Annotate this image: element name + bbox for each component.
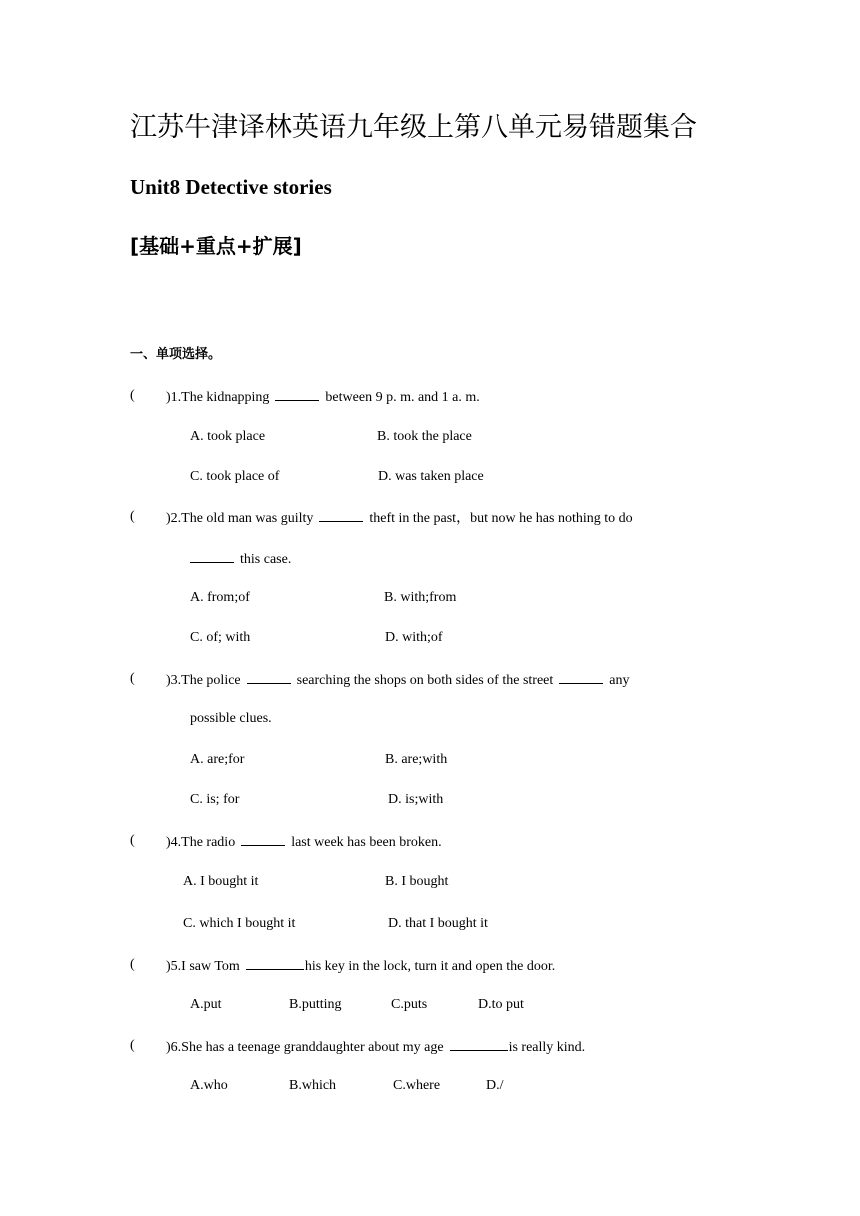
question-stem [166, 1036, 585, 1058]
stem-text: his key in the lock, turn it and open the door. [304, 959, 556, 974]
answer-paren: ( [130, 1038, 135, 1053]
stem-text: )4.The radio [166, 835, 236, 850]
answer-blank [559, 669, 603, 684]
section-heading: 一、单项选择。 [130, 347, 222, 362]
option: D./ [486, 1078, 504, 1093]
option: A. from;of [190, 590, 250, 605]
option: C. took place of [190, 469, 280, 484]
stem-text: )6.She has a teenage granddaughter about my age [166, 1040, 444, 1055]
stem-text: )2.The old man was guilty [166, 511, 314, 526]
answer-paren: ( [130, 957, 135, 972]
answer-paren: ( [130, 509, 135, 524]
stem-text: )1.The kidnapping [166, 390, 270, 405]
option: A.put [190, 997, 222, 1012]
option: A. took place [190, 429, 266, 444]
question-stem [166, 955, 555, 977]
option: D. that I bought it [388, 916, 488, 931]
answer-blank [247, 669, 291, 684]
answer-paren: ( [130, 833, 135, 848]
option: B.putting [289, 997, 342, 1012]
stem-text: between 9 p. m. and 1 a. m. [325, 390, 480, 405]
document-title: 江苏牛津译林英语九年级上第八单元易错题集合 [130, 112, 697, 143]
answer-blank [319, 507, 363, 522]
answer-blank [246, 955, 304, 970]
option: C. which I bought it [183, 916, 296, 931]
question-stem [166, 507, 633, 529]
option: B. I bought [385, 874, 449, 889]
stem-text: any [609, 673, 630, 688]
stem-text: theft in the past，but now he has nothing to do [369, 511, 633, 526]
answer-paren: ( [130, 388, 135, 403]
option: A. are;for [190, 752, 245, 767]
stem-text: )5.I saw Tom [166, 959, 240, 974]
answer-blank [241, 831, 285, 846]
option: B.which [289, 1078, 337, 1093]
question-stem [166, 386, 480, 408]
option: D. with;of [385, 630, 443, 645]
option: C.where [393, 1078, 441, 1093]
answer-blank [190, 548, 234, 563]
answer-blank [275, 386, 319, 401]
answer-paren: ( [130, 671, 135, 686]
answer-blank [450, 1036, 508, 1051]
option: B. took the place [377, 429, 472, 444]
option: C. is; for [190, 792, 240, 807]
stem-text: )3.The police [166, 673, 241, 688]
option: C.puts [391, 997, 428, 1012]
stem-text: this case. [240, 552, 292, 567]
question-stem [166, 669, 629, 691]
question-stem-continued [190, 548, 291, 570]
option: B. are;with [385, 752, 448, 767]
stem-text: is really kind. [508, 1040, 586, 1055]
stem-text: searching the shops on both sides of the street [296, 673, 554, 688]
option: B. with;from [384, 590, 457, 605]
document-subtitle: Unit8 Detective stories [130, 175, 332, 199]
option: A.who [190, 1078, 228, 1093]
option: A. I bought it [183, 874, 259, 889]
stem-text: last week has been broken. [291, 835, 442, 850]
option: D. was taken place [378, 469, 484, 484]
option: D.to put [478, 997, 524, 1012]
difficulty-tag: [基础+重点+扩展] [130, 234, 302, 258]
question-stem-continued: possible clues. [190, 711, 272, 726]
option: C. of; with [190, 630, 251, 645]
question-stem [166, 831, 442, 853]
option: D. is;with [388, 792, 444, 807]
